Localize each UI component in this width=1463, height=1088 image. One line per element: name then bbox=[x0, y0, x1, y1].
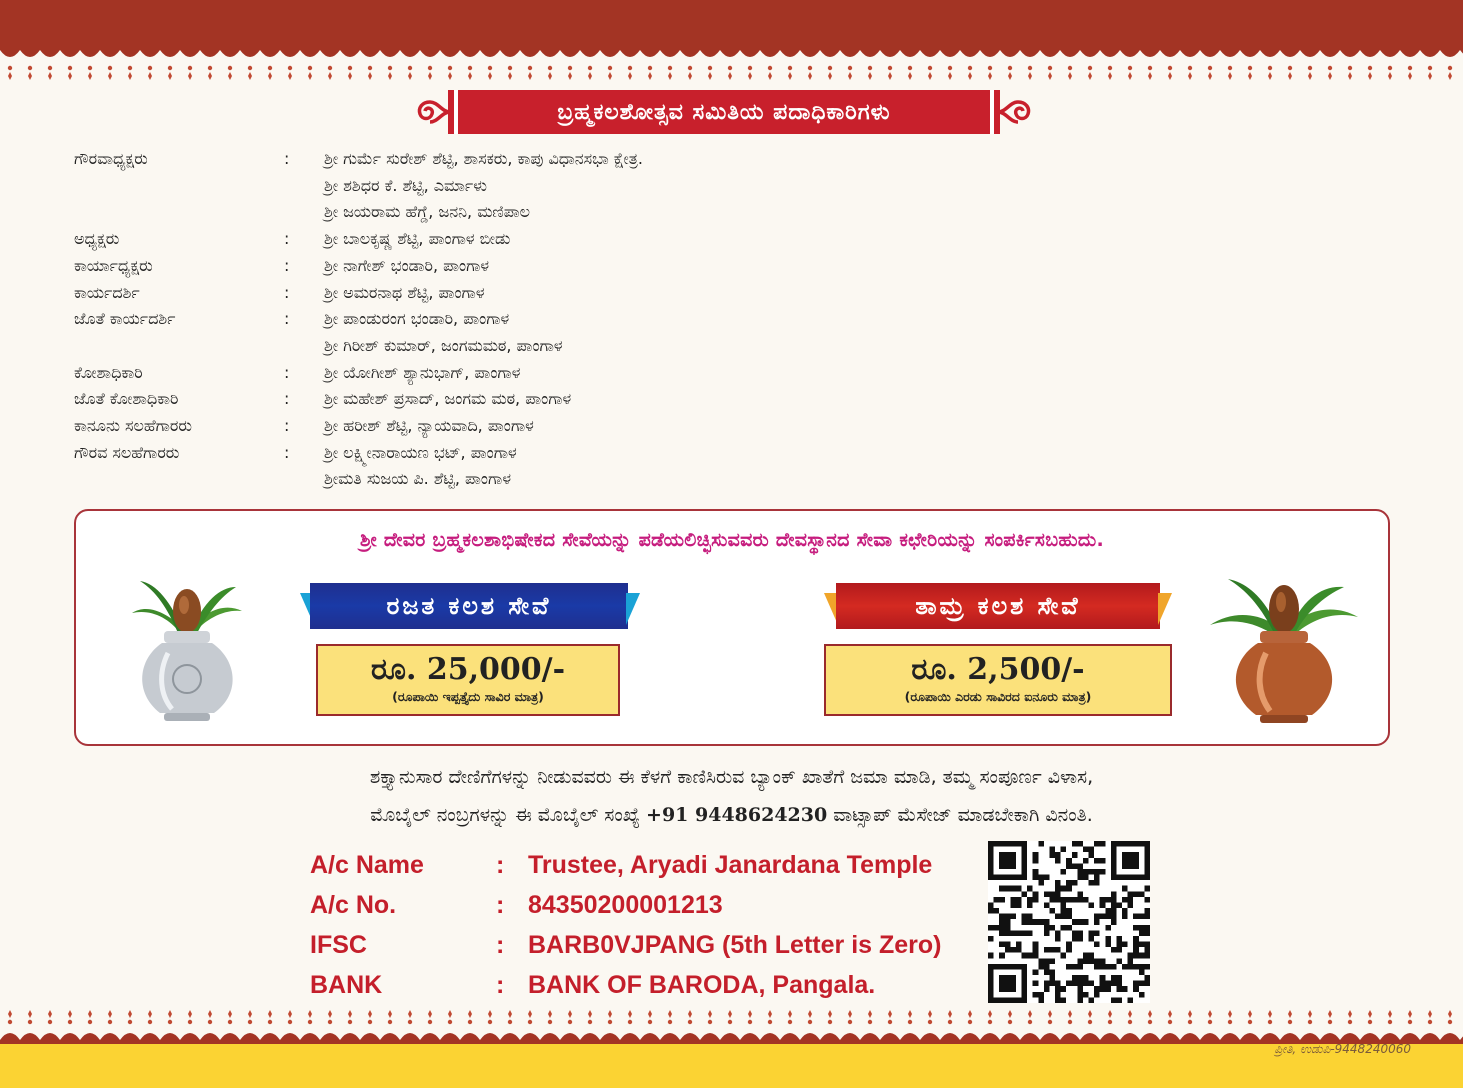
role: ಅಧ್ಯಕ್ಷರು bbox=[74, 229, 120, 249]
colon: : bbox=[284, 229, 290, 249]
instruction-line-2-end: ವಾಟ್ಸಾಪ್ ಮೆಸೇಜ್ ಮಾಡಬೇಕಾಗಿ ವಿನಂತಿ. bbox=[827, 804, 1093, 826]
colon: : bbox=[496, 971, 505, 999]
official-name: ಶ್ರೀ ಗುರ್ಮೆ ಸುರೇಶ್ ಶೆಟ್ಟಿ, ಶಾಸಕರು, ಕಾಪು ವಿಧಾನಸಭಾ ಕ್ಷೇತ್ರ. bbox=[324, 149, 643, 168]
bank-row bbox=[310, 965, 942, 1005]
role: ಕಾನೂನು ಸಲಹೆಗಾರರು bbox=[74, 416, 192, 436]
copper-kalasha-icon bbox=[1204, 569, 1364, 725]
colon: : bbox=[284, 309, 290, 329]
bank-key: A/c Name bbox=[310, 851, 424, 879]
instruction-line-1: ಶಕ್ತ್ಯಾನುಸಾರ ದೇಣಿಗೆಗಳನ್ನು ನೀಡುವವರು ಈ ಕೆಳಗೆ ಕಾಣಿಸಿರುವ ಬ್ಯಾಂಕ್ ಖಾತೆಗೆ ಜಮಾ ಮಾಡಿ, ತಮ್ಮ ಸಂಪೂರ್ಣ ವಿಳಾಸ, bbox=[369, 766, 1094, 788]
official-row bbox=[74, 173, 894, 200]
qr-code-icon[interactable] bbox=[988, 841, 1150, 1003]
colon: : bbox=[284, 255, 290, 275]
silver-kalasha-icon bbox=[128, 573, 246, 723]
designer-credit: ಪ್ರೀತಿ, ಉಡುಪಿ-9448240060 bbox=[1274, 1042, 1411, 1056]
copper-amount-words: (ರೂಪಾಯಿ ಎರಡು ಸಾವಿರದ ಐನೂರು ಮಾತ್ರ) bbox=[904, 689, 1092, 704]
official-name: ಶ್ರೀ ಬಾಲಕೃಷ್ಣ ಶೆಟ್ಟಿ, ಪಾಂಗಾಳ ಬೀಡು bbox=[324, 229, 511, 249]
official-name: ಶ್ರೀ ಅಮರನಾಥ ಶೆಟ್ಟಿ, ಪಾಂಗಾಳ bbox=[324, 282, 485, 302]
official-row bbox=[74, 440, 894, 467]
top-scallop-border bbox=[0, 46, 1463, 80]
colon: : bbox=[284, 389, 290, 409]
official-row bbox=[74, 199, 894, 226]
colon: : bbox=[284, 282, 290, 302]
role: ಗೌರವಾಧ್ಯಕ್ಷರು bbox=[74, 149, 148, 168]
page-title: ಬ್ರಹ್ಮಕಲಶೋತ್ಸವ ಸಮಿತಿಯ ಪದಾಧಿಕಾರಿಗಳು bbox=[454, 90, 994, 134]
bottom-scallop-border bbox=[0, 1010, 1463, 1044]
colon bbox=[284, 199, 324, 226]
role: ಜೊತೆ ಕೋಶಾಧಿಕಾರಿ bbox=[74, 389, 179, 409]
top-maroon-band bbox=[0, 0, 1463, 46]
official-row bbox=[74, 466, 894, 493]
colon bbox=[284, 333, 324, 360]
colon: : bbox=[496, 931, 505, 959]
silver-price-box bbox=[316, 644, 620, 716]
instruction-line-2-start: ಮೊಬೈಲ್ ನಂಬ್ರಗಳನ್ನು ಈ ಮೊಬೈಲ್ ಸಂಖ್ಯೆ bbox=[370, 804, 647, 826]
service-notice: ಶ್ರೀ ದೇವರ ಬ್ರಹ್ಮಕಲಶಾಭಿಷೇಕದ ಸೇವೆಯನ್ನು ಪಡೆಯಲಿಚ್ಛಿಸುವವರು ದೇವಸ್ಥಾನದ ಸೇವಾ ಕಛೇರಿಯನ್ನು ಸಂಪರ್ಕಿಸಬಹುದು. bbox=[359, 529, 1105, 551]
official-name: ಶ್ರೀ ಶಶಿಧರ ಕೆ. ಶೆಟ್ಟಿ, ಎರ್ಮಾಳು bbox=[324, 175, 487, 195]
colon bbox=[284, 466, 324, 493]
bank-value: BARB0VJPANG (5th Letter is Zero) bbox=[528, 931, 942, 959]
banner-wing-right bbox=[626, 593, 640, 625]
bottom-yellow-band bbox=[0, 1044, 1463, 1088]
colon: : bbox=[284, 442, 290, 462]
bank-value: BANK OF BARODA, Pangala. bbox=[528, 971, 876, 999]
official-row bbox=[74, 360, 894, 387]
copper-service-label: ತಾಮ್ರ ಕಲಶ ಸೇವೆ bbox=[836, 583, 1160, 629]
officials-list bbox=[74, 146, 894, 493]
official-row bbox=[74, 253, 894, 280]
role: ಗೌರವ ಸಲಹೆಗಾರರು bbox=[74, 442, 180, 462]
copper-amount: ರೂ. 2,500/- bbox=[911, 652, 1085, 687]
official-name: ಶ್ರೀಮತಿ ಸುಜಯ ಪಿ. ಶೆಟ್ಟಿ, ಪಾಂಗಾಳ bbox=[324, 469, 512, 489]
colon: : bbox=[284, 416, 290, 436]
official-row bbox=[74, 280, 894, 307]
bank-row bbox=[310, 885, 942, 925]
official-name: ಶ್ರೀ ಯೋಗೀಶ್ ಶ್ಯಾನುಭಾಗ್, ಪಾಂಗಾಳ bbox=[324, 362, 521, 382]
official-name: ಶ್ರೀ ಗಿರೀಶ್ ಕುಮಾರ್, ಜಂಗಮಮಠ, ಪಾಂಗಾಳ bbox=[324, 335, 563, 355]
official-row bbox=[74, 413, 894, 440]
right-ornament-icon bbox=[996, 92, 1036, 132]
bank-row bbox=[310, 925, 942, 965]
silver-service-label: ರಜತ ಕಲಶ ಸೇವೆ bbox=[310, 583, 628, 629]
colon: : bbox=[284, 362, 290, 382]
official-row bbox=[74, 386, 894, 413]
official-name: ಶ್ರೀ ಜಯರಾಮ ಹೆಗ್ಡೆ, ಜನನಿ, ಮಣಿಪಾಲ bbox=[324, 202, 531, 222]
role bbox=[74, 333, 284, 360]
official-name: ಶ್ರೀ ಹರೀಶ್ ಶೆಟ್ಟಿ, ನ್ಯಾಯವಾದಿ, ಪಾಂಗಾಳ bbox=[324, 416, 534, 436]
kalasha-service-panel bbox=[74, 509, 1390, 746]
colon: : bbox=[284, 149, 290, 168]
role: ಕೋಶಾಧಿಕಾರಿ bbox=[74, 362, 143, 382]
donation-instructions bbox=[0, 758, 1463, 834]
official-row bbox=[74, 333, 894, 360]
role bbox=[74, 199, 284, 226]
role: ಜೊತೆ ಕಾರ್ಯದರ್ಶಿ bbox=[74, 309, 176, 329]
role: ಕಾರ್ಯಾಧ್ಯಕ್ಷರು bbox=[74, 255, 153, 275]
bank-key: A/c No. bbox=[310, 891, 397, 919]
copper-price-box bbox=[824, 644, 1172, 716]
official-row bbox=[74, 306, 894, 333]
silver-amount-words: (ರೂಪಾಯಿ ಇಪ್ಪತ್ತೈದು ಸಾವಿರ ಮಾತ್ರ) bbox=[392, 689, 544, 704]
colon bbox=[284, 173, 324, 200]
official-name: ಶ್ರೀ ಪಾಂಡುರಂಗ ಭಂಡಾರಿ, ಪಾಂಗಾಳ bbox=[324, 309, 510, 329]
bank-key: BANK bbox=[310, 971, 383, 999]
bank-row bbox=[310, 845, 942, 885]
official-row bbox=[74, 146, 894, 173]
role: ಕಾರ್ಯದರ್ಶಿ bbox=[74, 282, 140, 302]
banner-wing-right bbox=[1158, 593, 1172, 625]
official-row bbox=[74, 226, 894, 253]
official-name: ಶ್ರೀ ನಾಗೇಶ್ ಭಂಡಾರಿ, ಪಾಂಗಾಳ bbox=[324, 255, 490, 275]
official-name: ಶ್ರೀ ಲಕ್ಷ್ಮೀನಾರಾಯಣ ಭಟ್, ಪಾಂಗಾಳ bbox=[324, 442, 517, 462]
role bbox=[74, 173, 284, 200]
instruction-line-2 bbox=[0, 796, 1463, 834]
colon: : bbox=[496, 891, 505, 919]
role bbox=[74, 466, 284, 493]
bank-key: IFSC bbox=[310, 931, 367, 959]
colon: : bbox=[496, 851, 505, 879]
bank-value: 84350200001213 bbox=[528, 891, 723, 919]
silver-amount: ರೂ. 25,000/- bbox=[370, 652, 566, 687]
official-name: ಶ್ರೀ ಮಹೇಶ್ ಪ್ರಸಾದ್, ಜಂಗಮ ಮಠ, ಪಾಂಗಾಳ bbox=[324, 389, 572, 409]
bank-value: Trustee, Aryadi Janardana Temple bbox=[528, 851, 933, 879]
left-ornament-icon bbox=[412, 92, 452, 132]
title-banner bbox=[412, 90, 1036, 134]
bank-details bbox=[310, 845, 942, 1005]
whatsapp-number: +91 9448624230 bbox=[646, 804, 828, 826]
